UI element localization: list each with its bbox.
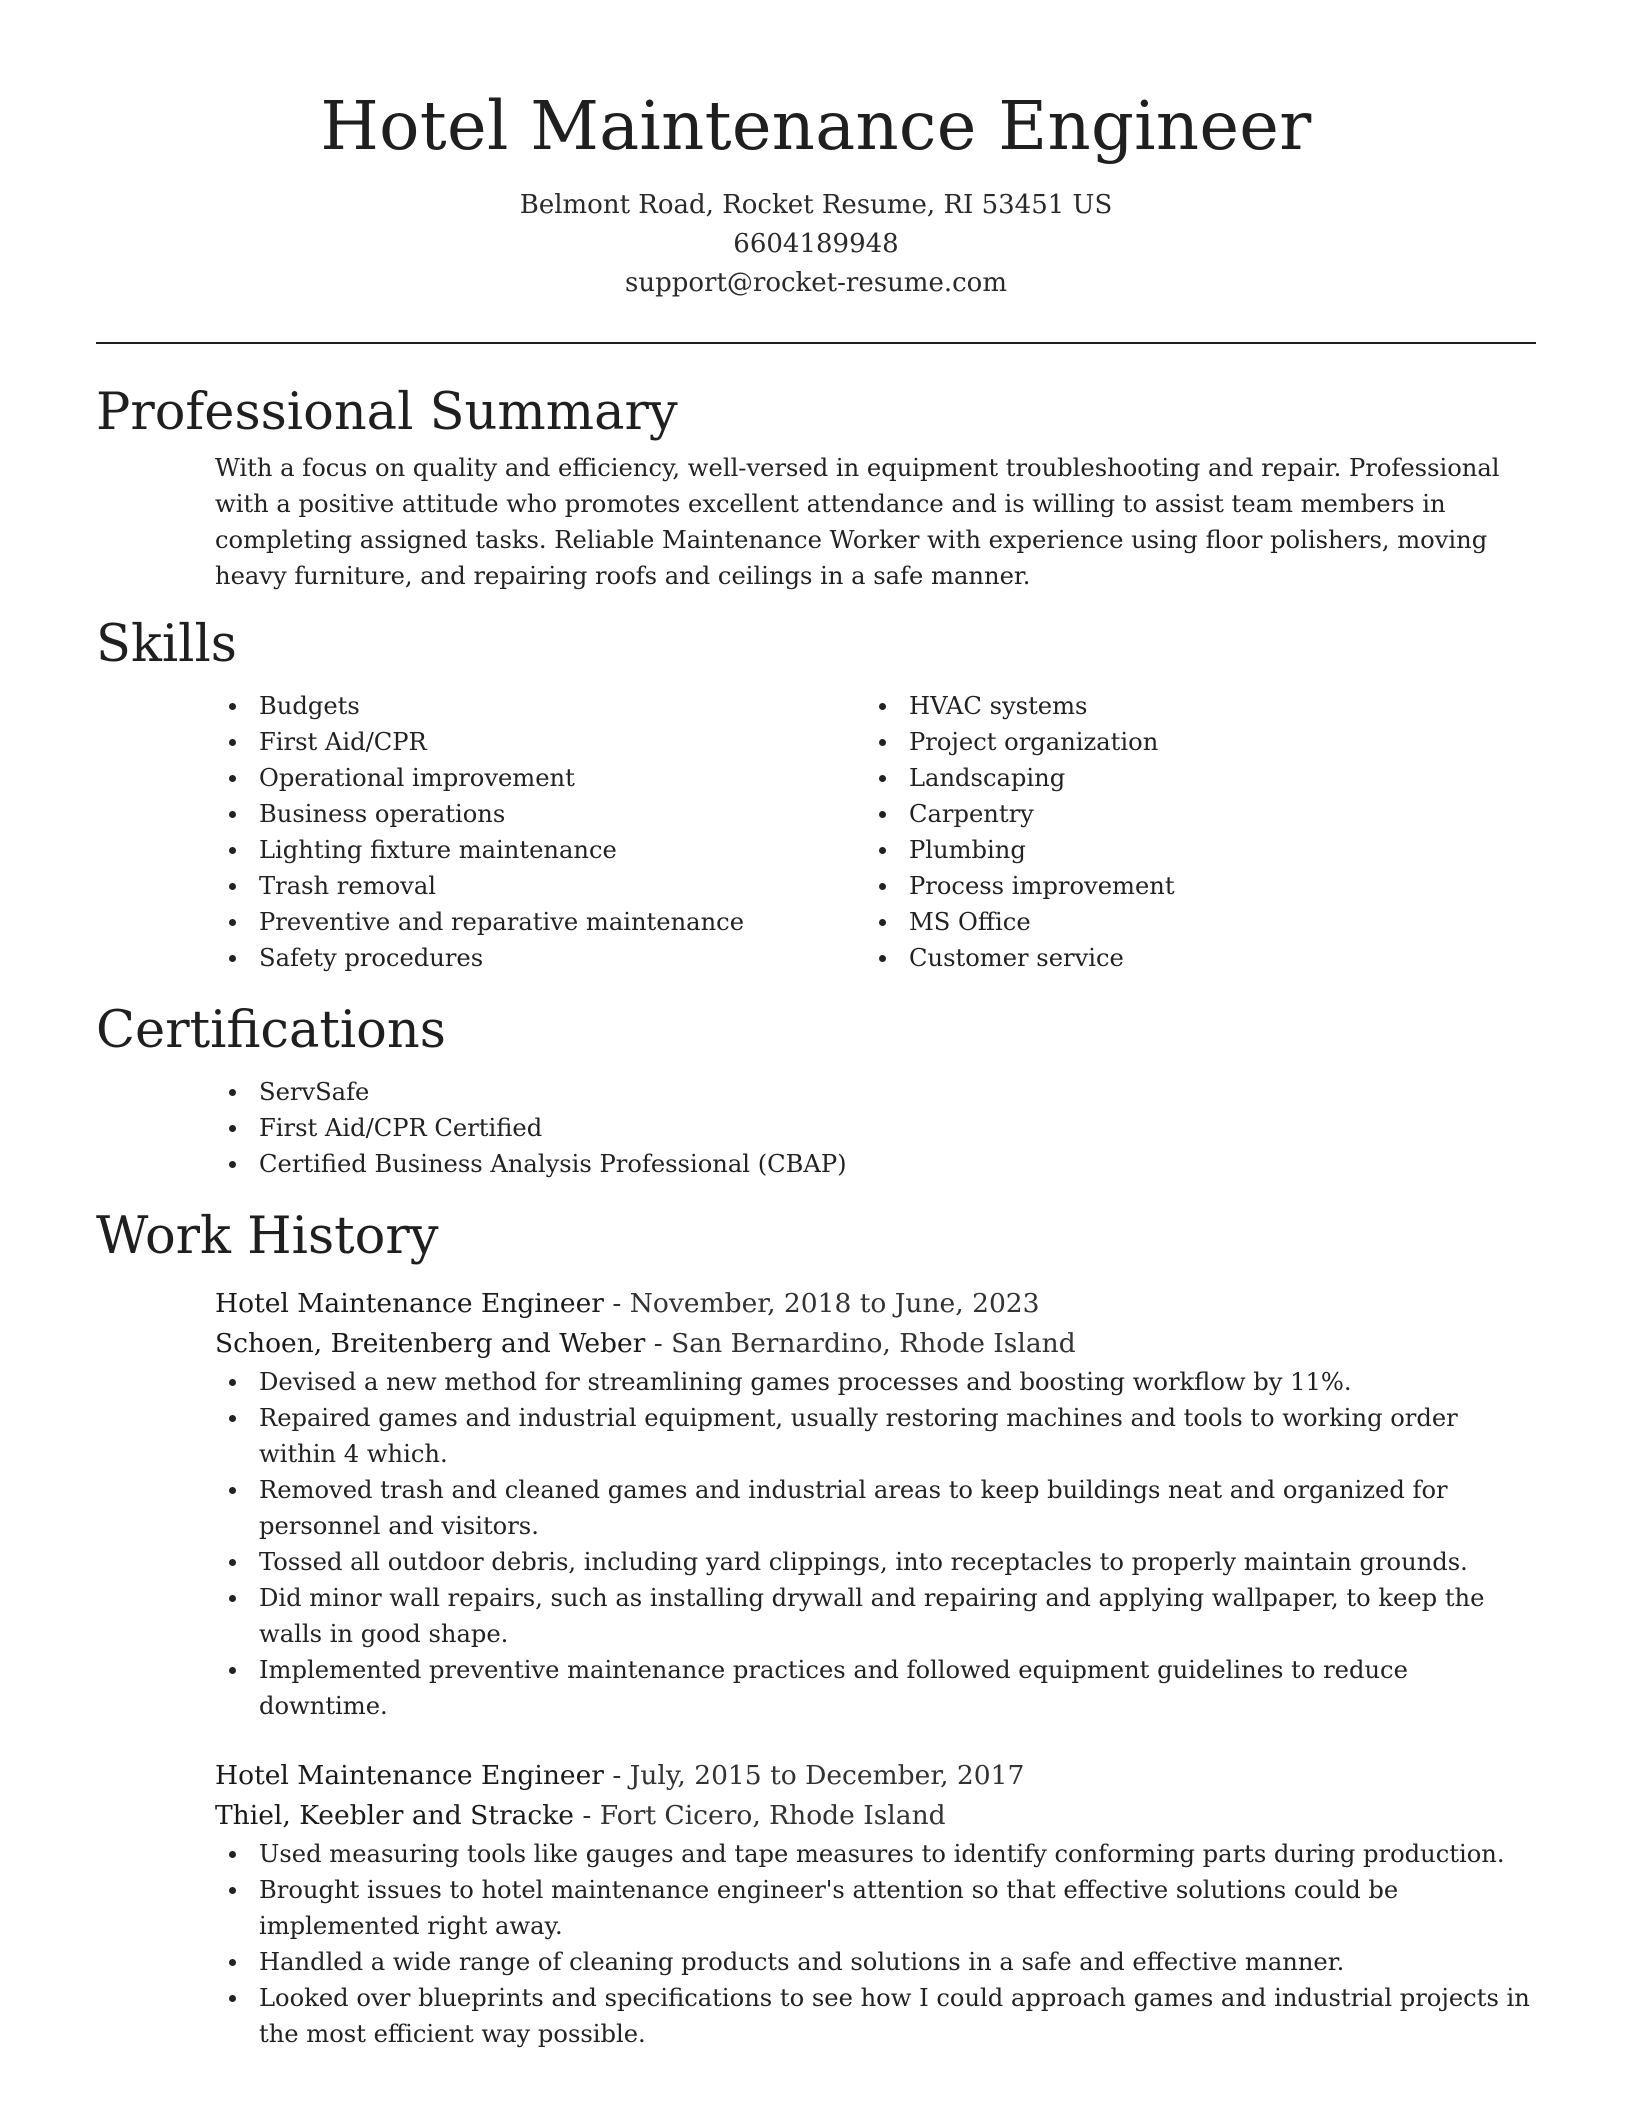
skill-item: Lighting fixture maintenance bbox=[215, 832, 865, 868]
contact-block bbox=[0, 186, 1632, 303]
skill-item: Trash removal bbox=[215, 868, 865, 904]
job-location: - Fort Cicero, Rhode Island bbox=[574, 1800, 946, 1831]
job-bullet: Repaired games and industrial equipment, usually restoring machines and tools to working order within 4 which. bbox=[215, 1400, 1536, 1472]
job-bullets bbox=[215, 1836, 1536, 2052]
work-history-section bbox=[96, 1204, 1536, 2052]
work-history-heading: Work History bbox=[96, 1207, 439, 1266]
skill-item: Project organization bbox=[865, 724, 1515, 760]
certification-item: Certified Business Analysis Professional (CBAP) bbox=[215, 1146, 1536, 1182]
skill-item: Budgets bbox=[215, 688, 865, 724]
skill-item: Operational improvement bbox=[215, 760, 865, 796]
job-bullet: Did minor wall repairs, such as installing drywall and repairing and applying wallpaper, to keep the walls in good shape. bbox=[215, 1580, 1536, 1652]
job-company-line bbox=[215, 1796, 1536, 1836]
skills-heading: Skills bbox=[96, 615, 237, 674]
job-location: - San Bernardino, Rhode Island bbox=[645, 1328, 1076, 1359]
resume-header bbox=[0, 82, 1632, 303]
skill-item: Safety procedures bbox=[215, 940, 865, 976]
candidate-name: Hotel Maintenance Engineer bbox=[320, 87, 1312, 165]
job-role: Hotel Maintenance Engineer bbox=[215, 1288, 604, 1319]
skills-section bbox=[96, 612, 1536, 976]
certifications-list bbox=[215, 1074, 1536, 1182]
skill-item: Plumbing bbox=[865, 832, 1515, 868]
skill-item: Landscaping bbox=[865, 760, 1515, 796]
job-entry bbox=[215, 1756, 1536, 2052]
certifications-bullets bbox=[215, 1074, 1536, 1182]
certification-item: ServSafe bbox=[215, 1074, 1536, 1110]
job-bullet: Devised a new method for streamlining games processes and boosting workflow by 11%. bbox=[215, 1364, 1536, 1400]
job-bullet: Brought issues to hotel maintenance engineer's attention so that effective solutions could be implemented right away. bbox=[215, 1872, 1536, 1944]
contact-address: Belmont Road, Rocket Resume, RI 53451 US bbox=[519, 190, 1113, 220]
job-company: Schoen, Breitenberg and Weber bbox=[215, 1328, 646, 1359]
header-divider bbox=[96, 342, 1536, 344]
job-company: Thiel, Keebler and Stracke bbox=[215, 1800, 574, 1831]
skill-item: Carpentry bbox=[865, 796, 1515, 832]
job-bullet: Removed trash and cleaned games and industrial areas to keep buildings neat and organized for personnel and visitors. bbox=[215, 1472, 1536, 1544]
job-dates: - November, 2018 to June, 2023 bbox=[603, 1288, 1040, 1319]
summary-section bbox=[96, 380, 1536, 594]
skill-item: HVAC systems bbox=[865, 688, 1515, 724]
job-company-line bbox=[215, 1324, 1536, 1364]
work-history-body bbox=[215, 1284, 1536, 2052]
summary-heading: Professional Summary bbox=[96, 383, 678, 442]
job-bullets bbox=[215, 1364, 1536, 1724]
contact-email: support@rocket-resume.com bbox=[624, 268, 1007, 298]
job-entry bbox=[215, 1284, 1536, 1724]
skill-item: First Aid/CPR bbox=[215, 724, 865, 760]
summary-text: With a focus on quality and efficiency, well-versed in equipment troubleshooting and repair. Professional with a positive attitude who promotes excellent attendance and is willing to assist team members in completing assigned tasks. Reliable Maintenance Worker with experience using floor polishers, moving heavy furniture, and repairing roofs and ceilings in a safe manner. bbox=[215, 454, 1500, 590]
certifications-section bbox=[96, 998, 1536, 1182]
skills-column-right bbox=[865, 688, 1515, 976]
skill-item: Process improvement bbox=[865, 868, 1515, 904]
job-bullet: Implemented preventive maintenance practices and followed equipment guidelines to reduce downtime. bbox=[215, 1652, 1536, 1724]
skill-item: Preventive and reparative maintenance bbox=[215, 904, 865, 940]
job-bullet: Looked over blueprints and specifications to see how I could approach games and industrial projects in the most efficient way possible. bbox=[215, 1980, 1536, 2052]
skills-list bbox=[215, 688, 1536, 976]
job-title-line bbox=[215, 1756, 1536, 1796]
skill-item: Customer service bbox=[865, 940, 1515, 976]
job-bullet: Handled a wide range of cleaning products and solutions in a safe and effective manner. bbox=[215, 1944, 1536, 1980]
job-dates: - July, 2015 to December, 2017 bbox=[603, 1760, 1025, 1791]
job-bullet: Used measuring tools like gauges and tape measures to identify conforming parts during production. bbox=[215, 1836, 1536, 1872]
certifications-heading: Certifications bbox=[96, 1001, 446, 1060]
job-role: Hotel Maintenance Engineer bbox=[215, 1760, 604, 1791]
job-bullet: Tossed all outdoor debris, including yard clippings, into receptacles to properly maintain grounds. bbox=[215, 1544, 1536, 1580]
skill-item: Business operations bbox=[215, 796, 865, 832]
job-title-line bbox=[215, 1284, 1536, 1324]
contact-phone: 6604189948 bbox=[733, 229, 899, 259]
certification-item: First Aid/CPR Certified bbox=[215, 1110, 1536, 1146]
skill-item: MS Office bbox=[865, 904, 1515, 940]
resume-content bbox=[96, 380, 1536, 2052]
skills-column-left bbox=[215, 688, 865, 976]
